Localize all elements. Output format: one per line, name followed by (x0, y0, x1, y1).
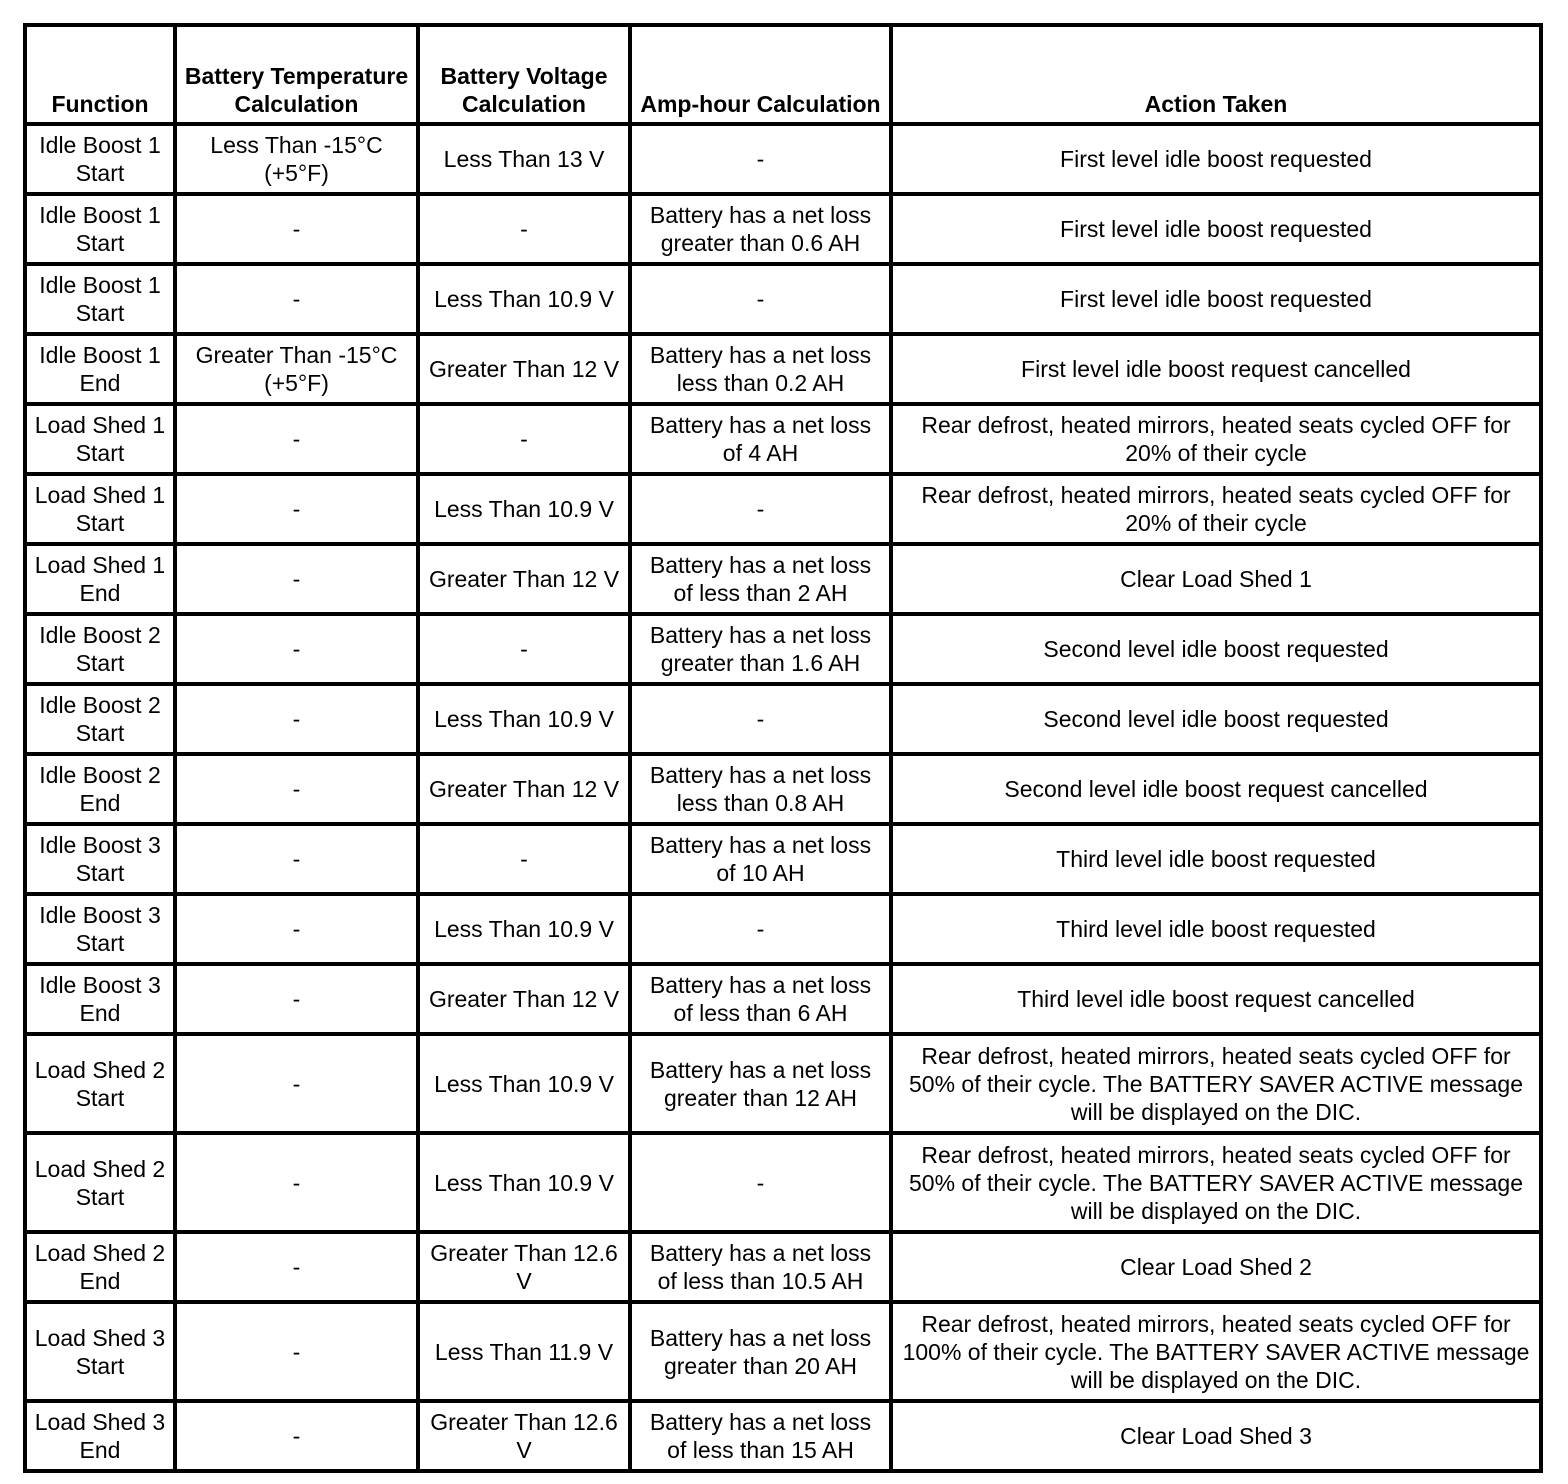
cell-voltage: Less Than 10.9 V (418, 1133, 630, 1232)
cell-temperature: - (175, 1232, 418, 1302)
cell-action: Third level idle boost request cancelled (891, 964, 1541, 1034)
cell-temperature: - (175, 964, 418, 1034)
cell-voltage: Greater Than 12.6 V (418, 1232, 630, 1302)
cell-amp-hour: Battery has a net loss of 10 AH (630, 824, 891, 894)
cell-amp-hour: Battery has a net loss less than 0.2 AH (630, 334, 891, 404)
cell-amp-hour: Battery has a net loss greater than 20 AH (630, 1302, 891, 1401)
cell-amp-hour: Battery has a net loss less than 0.8 AH (630, 754, 891, 824)
cell-temperature: - (175, 404, 418, 474)
cell-temperature: - (175, 544, 418, 614)
battery-management-table (23, 23, 1543, 1473)
cell-voltage: Less Than 11.9 V (418, 1302, 630, 1401)
cell-action: Clear Load Shed 2 (891, 1232, 1541, 1302)
table-row (25, 614, 1541, 684)
cell-action: Second level idle boost requested (891, 684, 1541, 754)
header-battery-voltage: Battery Voltage Calculation (418, 25, 630, 124)
cell-temperature: - (175, 264, 418, 334)
cell-action: Clear Load Shed 3 (891, 1401, 1541, 1471)
table-row (25, 1034, 1541, 1133)
cell-amp-hour: Battery has a net loss greater than 12 AH (630, 1034, 891, 1133)
cell-amp-hour: - (630, 894, 891, 964)
cell-temperature: - (175, 1034, 418, 1133)
cell-voltage: Greater Than 12.6 V (418, 1401, 630, 1471)
cell-action: First level idle boost requested (891, 264, 1541, 334)
cell-temperature: - (175, 1401, 418, 1471)
cell-action: Rear defrost, heated mirrors, heated seats cycled OFF for 100% of their cycle. The BATTERY SAVER ACTIVE message will be displayed on the DIC. (891, 1302, 1541, 1401)
table-row (25, 264, 1541, 334)
cell-amp-hour: - (630, 124, 891, 194)
cell-action: Rear defrost, heated mirrors, heated seats cycled OFF for 50% of their cycle. The BATTERY SAVER ACTIVE message will be displayed on the DIC. (891, 1034, 1541, 1133)
cell-action: Rear defrost, heated mirrors, heated seats cycled OFF for 20% of their cycle (891, 474, 1541, 544)
cell-temperature: Less Than -15°C (+5°F) (175, 124, 418, 194)
header-amp-hour: Amp-hour Calculation (630, 25, 891, 124)
cell-amp-hour: Battery has a net loss of less than 2 AH (630, 544, 891, 614)
cell-amp-hour: - (630, 684, 891, 754)
cell-voltage: Less Than 10.9 V (418, 684, 630, 754)
table-row (25, 964, 1541, 1034)
table-row (25, 1302, 1541, 1401)
table-row (25, 194, 1541, 264)
cell-function: Load Shed 3 End (25, 1401, 175, 1471)
cell-function: Load Shed 2 Start (25, 1133, 175, 1232)
cell-function: Load Shed 2 Start (25, 1034, 175, 1133)
table-row (25, 894, 1541, 964)
cell-function: Idle Boost 2 Start (25, 684, 175, 754)
cell-function: Idle Boost 1 End (25, 334, 175, 404)
cell-amp-hour: Battery has a net loss of 4 AH (630, 404, 891, 474)
header-battery-temperature: Battery Temperature Calculation (175, 25, 418, 124)
cell-function: Load Shed 3 Start (25, 1302, 175, 1401)
cell-function: Load Shed 1 Start (25, 474, 175, 544)
cell-temperature: Greater Than -15°C (+5°F) (175, 334, 418, 404)
cell-temperature: - (175, 894, 418, 964)
cell-amp-hour: - (630, 474, 891, 544)
cell-action: First level idle boost requested (891, 124, 1541, 194)
table-row (25, 754, 1541, 824)
cell-action: Second level idle boost requested (891, 614, 1541, 684)
header-function: Function (25, 25, 175, 124)
cell-voltage: Greater Than 12 V (418, 544, 630, 614)
cell-voltage: Greater Than 12 V (418, 334, 630, 404)
cell-function: Idle Boost 3 Start (25, 824, 175, 894)
cell-amp-hour: Battery has a net loss greater than 0.6 AH (630, 194, 891, 264)
cell-function: Idle Boost 1 Start (25, 194, 175, 264)
cell-voltage: - (418, 614, 630, 684)
cell-function: Load Shed 2 End (25, 1232, 175, 1302)
cell-voltage: - (418, 404, 630, 474)
cell-temperature: - (175, 824, 418, 894)
cell-voltage: - (418, 824, 630, 894)
table-row (25, 1401, 1541, 1471)
cell-voltage: Greater Than 12 V (418, 964, 630, 1034)
cell-action: Third level idle boost requested (891, 824, 1541, 894)
cell-amp-hour: Battery has a net loss greater than 1.6 AH (630, 614, 891, 684)
cell-voltage: Less Than 13 V (418, 124, 630, 194)
cell-action: First level idle boost requested (891, 194, 1541, 264)
cell-function: Load Shed 1 End (25, 544, 175, 614)
table-row (25, 1133, 1541, 1232)
cell-voltage: Less Than 10.9 V (418, 474, 630, 544)
cell-function: Idle Boost 1 Start (25, 264, 175, 334)
header-row (25, 25, 1541, 124)
table-row (25, 1232, 1541, 1302)
cell-function: Idle Boost 2 End (25, 754, 175, 824)
table-row (25, 684, 1541, 754)
cell-temperature: - (175, 684, 418, 754)
cell-action: Third level idle boost requested (891, 894, 1541, 964)
cell-temperature: - (175, 754, 418, 824)
table-row (25, 474, 1541, 544)
cell-function: Load Shed 1 Start (25, 404, 175, 474)
cell-amp-hour: - (630, 1133, 891, 1232)
cell-action: Clear Load Shed 1 (891, 544, 1541, 614)
table-row (25, 544, 1541, 614)
cell-amp-hour: Battery has a net loss of less than 6 AH (630, 964, 891, 1034)
cell-voltage: Less Than 10.9 V (418, 894, 630, 964)
header-action-taken: Action Taken (891, 25, 1541, 124)
cell-function: Idle Boost 3 End (25, 964, 175, 1034)
table-row (25, 124, 1541, 194)
cell-temperature: - (175, 1302, 418, 1401)
table-row (25, 824, 1541, 894)
cell-voltage: Less Than 10.9 V (418, 264, 630, 334)
cell-action: First level idle boost request cancelled (891, 334, 1541, 404)
cell-function: Idle Boost 2 Start (25, 614, 175, 684)
cell-amp-hour: Battery has a net loss of less than 15 AH (630, 1401, 891, 1471)
cell-voltage: Less Than 10.9 V (418, 1034, 630, 1133)
cell-temperature: - (175, 1133, 418, 1232)
cell-amp-hour: Battery has a net loss of less than 10.5 AH (630, 1232, 891, 1302)
cell-amp-hour: - (630, 264, 891, 334)
cell-temperature: - (175, 614, 418, 684)
cell-voltage: Greater Than 12 V (418, 754, 630, 824)
cell-action: Rear defrost, heated mirrors, heated seats cycled OFF for 50% of their cycle. The BATTERY SAVER ACTIVE message will be displayed on the DIC. (891, 1133, 1541, 1232)
table-row (25, 334, 1541, 404)
cell-temperature: - (175, 474, 418, 544)
cell-function: Idle Boost 1 Start (25, 124, 175, 194)
table-row (25, 404, 1541, 474)
cell-action: Second level idle boost request cancelled (891, 754, 1541, 824)
cell-function: Idle Boost 3 Start (25, 894, 175, 964)
cell-voltage: - (418, 194, 630, 264)
cell-action: Rear defrost, heated mirrors, heated seats cycled OFF for 20% of their cycle (891, 404, 1541, 474)
cell-temperature: - (175, 194, 418, 264)
